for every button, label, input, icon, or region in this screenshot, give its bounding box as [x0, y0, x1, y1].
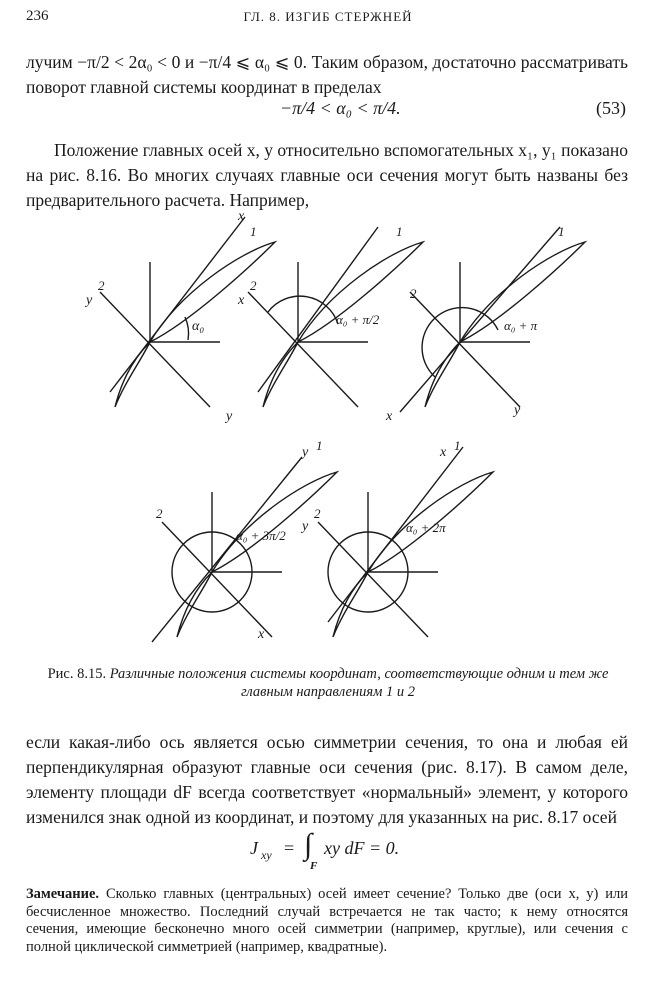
panel-4-angle: α₀ + 3π/2: [236, 528, 286, 543]
panel-5-label-2: 2: [314, 506, 321, 521]
integral-sign: ∫: [304, 828, 313, 861]
panel-1-label-x: x: [238, 212, 245, 224]
panel-5-label-y: y: [302, 519, 309, 534]
integral-eq: =: [284, 838, 295, 858]
remark-text: Сколько главных (центральных) осей имеет сечение? Только две (оси x, y) или бесчисленное множество. Последний случай встречается не так часто; к нему относятся сечения, имеющие бесконечно много осей симметрии (например, круглые), или сечения с полной циклической симметрией (например, квадратные).: [26, 886, 628, 955]
integral-formula: [250, 828, 450, 874]
panel-5-label-1: 1: [454, 438, 461, 453]
panel-4-label-x: x: [258, 627, 265, 642]
panel-3: [385, 224, 585, 424]
formula-expression: −π/4 < α₀ < π/4.: [280, 98, 401, 118]
panel-1-label-y: y: [86, 293, 93, 308]
panel-4: [152, 438, 337, 642]
panel-3-label-y: y: [514, 403, 521, 418]
integral-domain: F: [310, 860, 318, 872]
panel-4-label-2: 2: [156, 506, 163, 521]
running-title: ГЛ. 8. ИЗГИБ СТЕРЖНЕЙ: [243, 9, 413, 24]
panel-1-label-2: 2: [98, 278, 105, 293]
page-number: 236: [26, 8, 49, 24]
paragraph-3: если какая-либо ось является осью симметрии сечения, то она и любая ей перпендикулярная образуют главные оси сечения (рис. 8.17). В самом деле, элементу площади dF всегда соответствует «нормальный» элемент, у которого изменился знак одной из координат, и поэтому для указанных на рис. 8.17 осей: [26, 732, 628, 827]
panel-5-angle: α₀ + 2π: [406, 520, 446, 535]
figure-8-15: [70, 212, 610, 652]
figure-caption: [26, 665, 630, 701]
panel-2-label-y: y: [226, 409, 233, 424]
paragraph-1: лучим −π/2 < 2α₀ < 0 и −π/4 ⩽ α₀ ⩽ 0. Таким образом, достаточно рассматривать поворот главной системы координат в пределах: [26, 52, 628, 97]
panel-1-angle: α₀: [192, 319, 205, 334]
panel-2-label-1: 1: [396, 224, 403, 239]
panel-3-label-x: x: [386, 409, 393, 424]
panel-4-label-y: y: [302, 445, 309, 460]
panel-2: [224, 224, 423, 424]
panel-4-label-1: 1: [316, 438, 323, 453]
page-header: [26, 8, 630, 32]
panel-1: [84, 212, 275, 407]
remark-note: [26, 886, 628, 956]
remark-label: Замечание.: [26, 886, 100, 902]
integral-lhs-sub: xy: [261, 848, 272, 862]
formula-number: (53): [596, 98, 626, 118]
panel-3-angle: α₀ + π: [504, 318, 538, 333]
panel-3-label-2: 2: [410, 286, 417, 301]
panel-2-label-x: x: [238, 293, 245, 308]
panel-2-label-2: 2: [250, 278, 257, 293]
paragraph-2: Положение главных осей x, y относительно вспомогательных x₁, y₁ показано на рис. 8.16. Во многих случаях главные оси сечения могут быть названы без предварительного расчета. Например,: [26, 140, 628, 210]
panel-3-label-1: 1: [558, 224, 565, 239]
caption-label: Рис. 8.15.: [47, 666, 107, 682]
panel-1-label-1: 1: [250, 224, 257, 239]
integral-integrand: xy dF = 0.: [324, 838, 400, 858]
integral-lhs: J: [250, 838, 258, 858]
panel-5-label-x: x: [440, 445, 447, 460]
panel-2-angle: α₀ + π/2: [336, 312, 380, 327]
panel-5: [300, 438, 493, 637]
caption-text: Различные положения системы координат, соответствующие одним и тем же главным направлениям 1 и 2: [109, 666, 609, 700]
formula-53: [26, 98, 628, 124]
